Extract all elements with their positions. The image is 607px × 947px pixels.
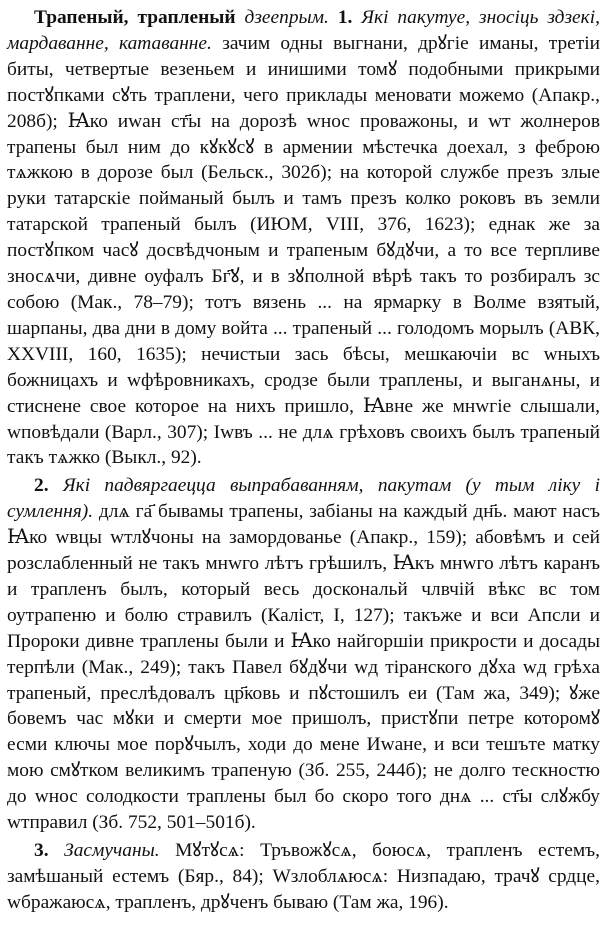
sense-citations: Мꙋтꙋсѧ: Тръвожꙋсѧ, боюсѧ, трапленъ естемъ, замѣшаный естемъ (Бяр., 84); Wзлоблѧюсѧ: Низпадаю, трачꙋ срдце, wбражаюсѧ, трапленъ, дрꙋченъ бываю (Там жа, 196). [7,840,600,913]
sense-citations: длѧ га҃ бывамы трапены, забіаны на каждый дн҃ь. мают насъ Ꙗко wвцы wтлꙋчоны на замордованье (Апакр., 159); абовѣмъ и сей розслабленный не такъ мнwго лѣтъ грѣшилъ, Ꙗкъ мнwго лѣтъ каранъ и трапленъ былъ, который весь доскональй члвчій вѣкс вс том оутрапеню и болю стравилъ (Каліст, I, 127); такъже и вси Апсли и Пророки дивне траплены были и Ꙗко найгоршіи прикрости и досады терпѣли (Мак., 249); такъ Павел бꙋдꙋчи wд тіранского дꙋха wд грѣха трапеный, преслѣдовалъ цр҃ковь и пꙋстошилъ еи (Там жа, 349); ꙋже бовемъ час мꙋки и смерти мое пришолъ, пристꙋпи петре которомꙋ есми ключы мое порꙋчылъ, ходи до мене Иwане, и вси тешъте матку мою смꙋтком великимъ трапеную (Зб. 255, 244б); не долго тескностю до wнос солодкости траплены был бо скоро того днѧ ... ст҃ы слꙋжбу wтправил (Зб. 752, 501–501б). [7,501,600,834]
dictionary-entry [7,5,600,916]
sense-number: 3. [34,840,49,861]
sense-definition: Які пакутуе, зносіць здзекі, мардаванне, катаванне. [7,7,600,54]
sense-2-paragraph [7,473,600,836]
sense-definition: Які падвяргаецца выпрабаванням, пакутам (у тым ліку і сумлення). [7,475,600,523]
sense-definition: Засмучаны. [64,840,160,861]
grammar-label: дзеепрым. [244,7,329,28]
sense-citations: зачим одны выгнани, дрꙋгіе иманы, третіи биты, четвертые везеньем и инишими томꙋ подобными прикрыми постꙋпками сꙋть траплени, чего приклады меновати можемо (Апакр., 208б); Ꙗко иwан ст҃ы на дорозѣ wнос проважоны, и wт жолнеров трапены был ним до кꙋкꙋсꙋ в армении мѣстечка доехал, з феброю тѧжкою в дорозе был (Бельск., 302б); на которой службе презъ злые руки татарскіе пойманый былъ и тамъ презъ колко роковъ въ земли татарской трапеный былъ (ИЮМ, VIII, 376, 1623); еднак же за постꙋпком часꙋ досвѣдчоным и трапеным бꙋдꙋчи, а то все терпливе зносѧчи, дивне оуфалъ Бг҃ꙋ, и в зꙋполной вѣрѣ такъ то розбиралъ зс собою (Мак., 78–79); тотъ вязень ... на ярмарку в Волме взятый, шарпаны, два дни в дому войта ... трапеный ... голодомъ морылъ (АВК, XXVIII, 160, 1635); нечистыи зась бѣсы, мешкаючіи вс wныхъ божницахъ и wфѣровникахъ, сродзе были траплены, и выганѧны, и стиснене свое которое на нихъ пришло, Ꙗвне же мнwгіе слышали, wповѣдали (Варл., 307); Iwвъ ... не длѧ грѣховъ своихъ былъ трапеный такъ тѧжко (Выкл., 92). [7,32,600,469]
headword: Трапеный, трапленый [34,7,236,28]
sense-1-paragraph [7,5,600,471]
sense-3-paragraph [7,838,600,916]
sense-number: 1. [337,7,353,28]
dictionary-page [7,5,600,916]
sense-number: 2. [34,475,49,497]
